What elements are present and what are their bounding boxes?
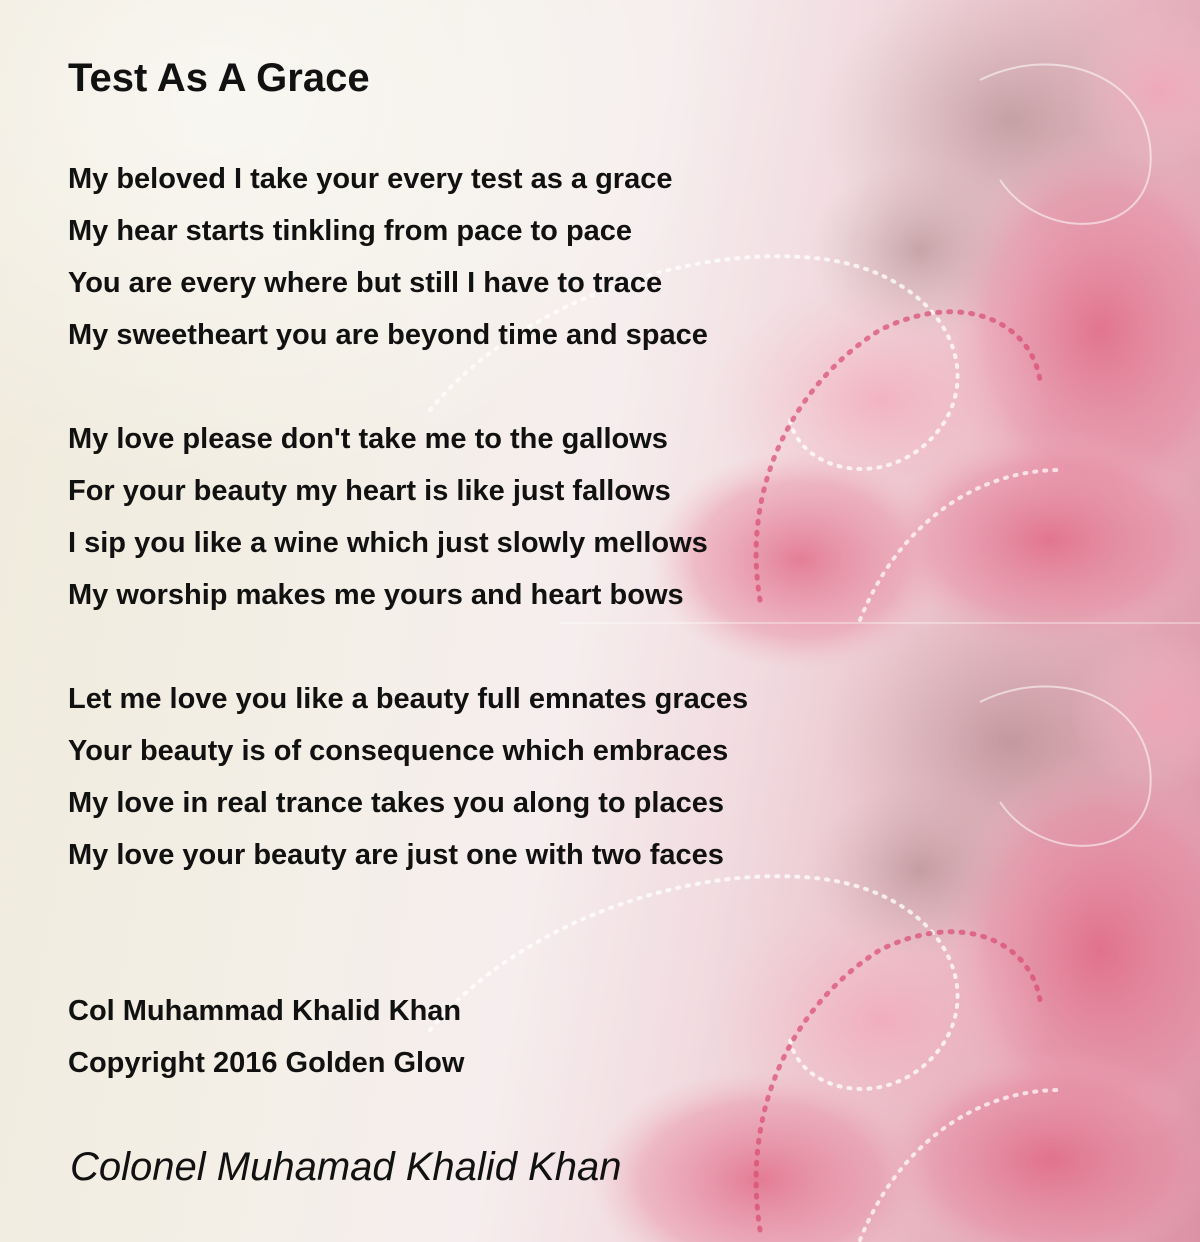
stanza-3 [68, 673, 748, 881]
poem-line: My love please don't take me to the gallows [68, 423, 668, 455]
poem-line: My love your beauty are just one with two faces [68, 839, 724, 871]
stanza-2 [68, 413, 708, 621]
author-signature: Colonel Muhamad Khalid Khan [70, 1145, 622, 1189]
poem-line: For your beauty my heart is like just fallows [68, 475, 671, 507]
poem-line: I sip you like a wine which just slowly mellows [68, 527, 708, 559]
poem-line: My beloved I take your every test as a grace [68, 163, 673, 195]
poem-line: Let me love you like a beauty full emnates graces [68, 683, 749, 715]
copyright-notice: Copyright 2016 Golden Glow [68, 1047, 465, 1079]
poem-line: You are every where but still I have to trace [68, 267, 663, 299]
stanza-1 [68, 153, 708, 361]
poem-title: Test As A Grace [68, 56, 370, 100]
poem-line: My worship makes me yours and heart bows [68, 579, 684, 611]
poem-line: Your beauty is of consequence which embraces [68, 735, 729, 767]
poem-line: My love in real trance takes you along to places [68, 787, 724, 819]
author-name: Col Muhammad Khalid Khan [68, 995, 462, 1027]
image-seam [560, 622, 1200, 624]
poem-line: My sweetheart you are beyond time and space [68, 319, 708, 351]
credits [68, 985, 464, 1089]
poem-line: My hear starts tinkling from pace to pace [68, 215, 633, 247]
